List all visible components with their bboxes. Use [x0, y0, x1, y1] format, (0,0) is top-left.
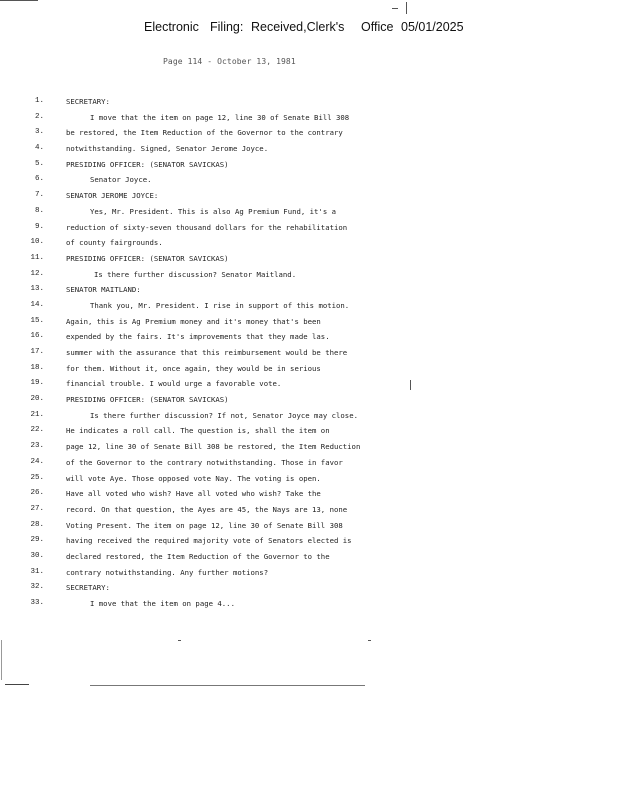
transcript-line	[0, 284, 618, 300]
line-text: Senator Joyce.	[90, 175, 152, 185]
line-number: 32.	[30, 583, 44, 592]
transcript-line	[0, 363, 618, 379]
transcript-line	[0, 582, 618, 598]
line-number: 20.	[30, 395, 44, 404]
line-text: reduction of sixty-seven thousand dollars for the rehabilitation	[66, 222, 348, 232]
line-text: having received the required majority vote of Senators elected is	[66, 536, 352, 546]
transcript-line	[0, 206, 618, 222]
line-number: 26.	[30, 489, 44, 498]
transcript-line	[0, 174, 618, 190]
line-text: SECRETARY:	[66, 583, 110, 593]
line-text: contrary notwithstanding. Any further motions?	[66, 567, 269, 577]
line-number: 3.	[34, 128, 44, 137]
line-number: 29.	[30, 536, 44, 545]
line-number: 11.	[30, 253, 44, 262]
line-text: notwithstanding. Signed, Senator Jerome Joyce.	[66, 144, 269, 154]
line-number: 4.	[34, 144, 44, 153]
line-text: of county fairgrounds.	[66, 238, 163, 248]
transcript-line	[0, 269, 618, 285]
line-text: Is there further discussion? If not, Senator Joyce may close.	[90, 410, 358, 420]
line-number: 5.	[34, 159, 44, 168]
line-number: 15.	[30, 316, 44, 325]
line-number: 28.	[30, 520, 44, 529]
scan-mark	[178, 640, 181, 641]
line-text: summer with the assurance that this reimbursement would be there	[66, 348, 348, 357]
line-number: 24.	[30, 457, 44, 466]
transcript-line	[0, 347, 618, 363]
transcript-line	[0, 190, 618, 206]
line-text: He indicates a roll call. The question is, shall the item on	[66, 426, 330, 436]
line-number: 16.	[30, 332, 44, 341]
transcript-lines	[0, 96, 618, 614]
line-number: 25.	[30, 473, 44, 482]
line-number: 17.	[30, 348, 44, 356]
line-number: 1.	[34, 97, 44, 105]
transcript-line	[0, 253, 618, 269]
line-number: 7.	[34, 191, 44, 200]
transcript-line	[0, 567, 618, 583]
line-text: expended by the fairs. It's improvements that they made las.	[66, 332, 330, 342]
transcript-line	[0, 331, 618, 347]
line-text: page 12, line 30 of Senate Bill 308 be restored, the Item Reduction	[66, 442, 361, 452]
transcript-line	[0, 112, 618, 128]
line-number: 30.	[30, 551, 44, 560]
transcript-line	[0, 488, 618, 504]
line-text: SECRETARY:	[66, 97, 110, 106]
line-text: Is there further discussion? Senator Maitland.	[94, 269, 297, 279]
scan-mark	[1, 640, 2, 680]
transcript-line	[0, 237, 618, 253]
line-number: 22.	[30, 426, 44, 435]
line-number: 14.	[30, 300, 44, 309]
transcript-line	[0, 159, 618, 175]
line-number: 13.	[30, 285, 44, 294]
line-text: I move that the item on page 4...	[90, 599, 235, 608]
line-text: record. On that question, the Ayes are 45, the Nays are 13, none	[66, 504, 348, 514]
line-text: Yes, Mr. President. This is also Ag Premium Fund, it's a	[90, 206, 337, 216]
line-number: 18.	[30, 363, 44, 372]
line-text: Thank you, Mr. President. I rise in support of this motion.	[90, 300, 350, 310]
line-text: financial trouble. I would urge a favorable vote.	[66, 379, 282, 389]
transcript-line	[0, 520, 618, 536]
line-text: Voting Present. The item on page 12, line 30 of Senate Bill 308	[66, 520, 343, 530]
transcript-line	[0, 394, 618, 410]
line-number: 21.	[30, 410, 44, 419]
stamp-filing: Filing:	[210, 20, 244, 34]
transcript-line	[0, 551, 618, 567]
line-number: 19.	[30, 379, 44, 388]
line-number: 6.	[34, 175, 44, 184]
line-text: I move that the item on page 12, line 30 of Senate Bill 308	[90, 112, 350, 122]
line-text: Have all voted who wish? Have all voted who wish? Take the	[66, 489, 321, 499]
line-number: 2.	[34, 112, 44, 121]
line-text: PRESIDING OFFICER: (SENATOR SAVICKAS)	[66, 159, 229, 169]
electronic-filing-stamp	[0, 20, 618, 36]
line-text: declared restored, the Item Reduction of the Governor to the	[66, 551, 330, 561]
line-number: 10.	[30, 238, 44, 247]
line-text: for them. Without it, once again, they would be in serious	[66, 363, 321, 373]
line-number: 8.	[34, 206, 44, 215]
transcript-line	[0, 457, 618, 473]
line-text: of the Governor to the contrary notwithstanding. Those in favor	[66, 457, 343, 467]
line-number: 27.	[30, 504, 44, 513]
line-text: Again, this is Ag Premium money and it's money that's been	[66, 316, 321, 326]
transcript-line	[0, 300, 618, 316]
scan-mark	[0, 0, 38, 1]
scan-mark	[406, 2, 407, 14]
footer-rule	[90, 685, 365, 686]
transcript-line	[0, 425, 618, 441]
line-number: 33.	[30, 599, 44, 607]
stamp-office: Office	[361, 20, 394, 34]
stamp-electronic: Electronic	[144, 20, 199, 34]
line-text: SENATOR JEROME JOYCE:	[66, 191, 159, 201]
stamp-date: 05/01/2025	[401, 20, 464, 34]
transcript-line	[0, 316, 618, 332]
line-text: SENATOR MAITLAND:	[66, 285, 141, 295]
transcript-line	[0, 143, 618, 159]
transcript-line	[0, 378, 618, 394]
line-number: 23.	[30, 442, 44, 451]
line-text: PRESIDING OFFICER: (SENATOR SAVICKAS)	[66, 253, 229, 263]
transcript-line	[0, 222, 618, 238]
stamp-received: Received,Clerk's	[251, 20, 345, 34]
line-text: be restored, the Item Reduction of the Governor to the contrary	[66, 128, 343, 138]
transcript-line	[0, 535, 618, 551]
transcript-line	[0, 504, 618, 520]
line-number: 9.	[34, 222, 44, 231]
transcript-line	[0, 127, 618, 143]
line-number: 12.	[30, 269, 44, 278]
transcript-line	[0, 96, 618, 112]
transcript-line	[0, 598, 618, 614]
transcript-line	[0, 441, 618, 457]
transcript-line	[0, 473, 618, 489]
scan-mark	[392, 8, 398, 9]
line-text: PRESIDING OFFICER: (SENATOR SAVICKAS)	[66, 395, 229, 405]
line-number: 31.	[30, 567, 44, 576]
line-text: will vote Aye. Those opposed vote Nay. The voting is open.	[66, 473, 321, 483]
footer-rule	[5, 684, 29, 685]
transcript-line	[0, 410, 618, 426]
scan-mark	[368, 640, 371, 641]
page-header: Page 114 - October 13, 1981	[163, 57, 296, 66]
